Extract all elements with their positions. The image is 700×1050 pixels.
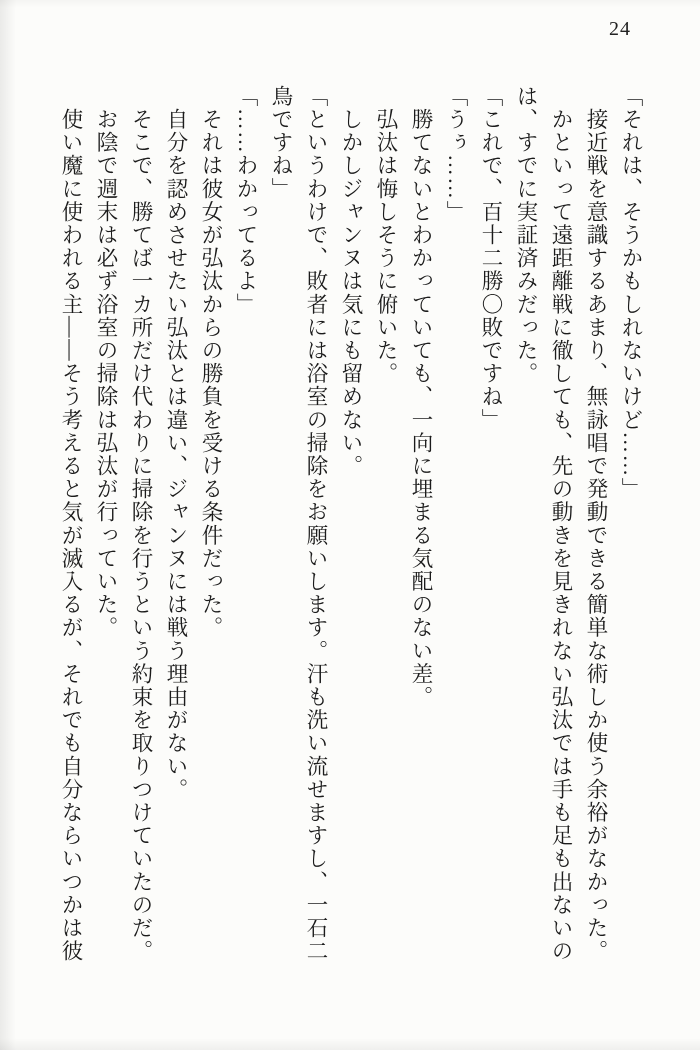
text-column: 接近戦を意識するあまり、無詠唱で発動できる簡単な術しか使う余裕がなかった。	[584, 85, 608, 963]
text-column: それは彼女が弘汰からの勝負を受ける条件だった。	[199, 85, 223, 640]
text-column: 「それは、そうかもしれないけど……」	[619, 85, 643, 501]
text-column: そこで、勝てば一カ所だけ代わりに掃除を行うという約束を取りつけていたのだ。	[129, 85, 153, 963]
page-number: 24	[609, 18, 631, 40]
text-column: 「というわけで、敗者には浴室の掃除をお願いします。汗も洗い流せますし、一石二	[304, 85, 328, 963]
text-column: お陰で週末は必ず浴室の掃除は弘汰が行っていた。	[94, 85, 118, 640]
text-column: 弘汰は悔しそうに俯いた。	[374, 85, 398, 386]
text-column: 鳥ですね」	[269, 85, 293, 201]
text-column: 勝てないとわかっていても、一向に埋まる気配のない差。	[409, 85, 433, 709]
text-column: 「うぅ……」	[444, 85, 468, 224]
vertical-text-block	[52, 85, 648, 977]
text-column: は、すでに実証済みだった。	[514, 85, 538, 386]
text-column: かといって遠距離戦に徹しても、先の動きを見きれない弘汰では手も足も出ないの	[549, 85, 573, 963]
text-column: 「……わかってるよ」	[234, 85, 258, 316]
text-column: しかしジャンヌは気にも留めない。	[339, 85, 363, 478]
text-column: 自分を認めさせたい弘汰とは違い、ジャンヌには戦う理由がない。	[164, 85, 188, 802]
text-column: 「これで、百十二勝〇敗ですね」	[479, 85, 503, 432]
text-column: 使い魔に使われる主――そう考えると気が滅入るが、それでも自分ならいつかは彼	[59, 85, 83, 963]
